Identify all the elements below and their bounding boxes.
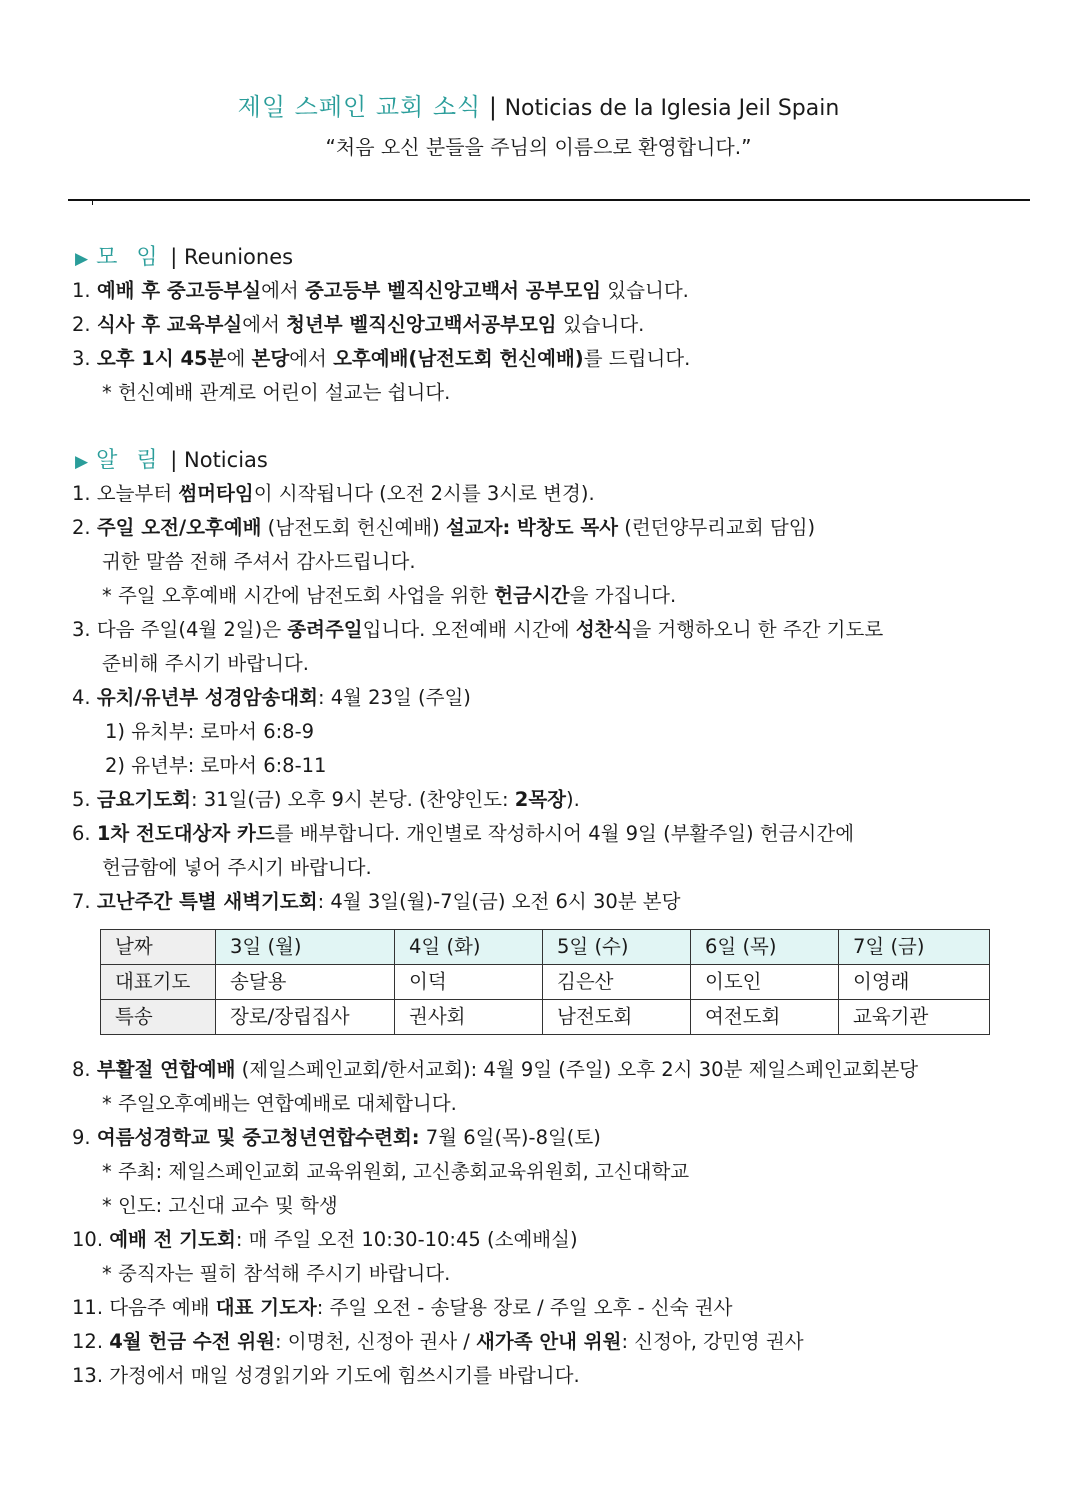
notice-text: 1. 오늘부터 (72, 482, 179, 505)
table-cell: 7일 (금) (839, 930, 990, 965)
notice-text: (런던양무리교회 담임) (618, 516, 816, 539)
notice-text: : 4월 23일 (주일) (317, 686, 471, 709)
notice-text: * 인도: 고신대 교수 및 학생 (102, 1194, 338, 1217)
dawn-prayer-schedule-table (100, 929, 990, 1035)
emphasized-text: 중고등부 벨직신앙고백서 공부모임 (304, 279, 602, 302)
notice-text: : 신정아, 강민영 권사 (621, 1330, 804, 1353)
notice-text: 입니다. 오전예배 시간에 (362, 618, 576, 641)
notice-text: 있습니다. (601, 279, 689, 302)
notice-text: 5. (72, 788, 97, 811)
header-divider (68, 199, 1030, 201)
notice-text: : 31일(금) 오후 9시 본당. (찬양인도: (191, 788, 515, 811)
notice-line (72, 1087, 1032, 1121)
notice-line (72, 1189, 1032, 1223)
emphasized-text: 종려주일 (287, 618, 363, 641)
table-cell: 송달용 (216, 965, 395, 1000)
notice-line (72, 1053, 1032, 1087)
notice-text: 2. (72, 313, 97, 336)
notice-text: * 주일오후예배는 연합예배로 대체합니다. (102, 1092, 457, 1115)
notice-text: 를 드립니다. (583, 347, 691, 370)
section-title-korean: 모 임 (96, 245, 164, 270)
notice-text: : 주일 오전 - 송달용 장로 / 주일 오후 - 신숙 권사 (316, 1296, 733, 1319)
notice-text: 이 시작됩니다 (오전 2시를 3시로 변경). (253, 482, 595, 505)
notice-line (72, 274, 1032, 308)
emphasized-text: 오후예배(남전도회 헌신예배) (333, 347, 584, 370)
notice-line (72, 308, 1032, 342)
notice-line (72, 715, 1032, 749)
notice-text: 7. (72, 890, 97, 913)
bulletin-title (0, 90, 1077, 126)
notice-text: 11. 다음주 예배 (72, 1296, 216, 1319)
table-row-label: 특송 (101, 1000, 216, 1035)
notice-line (72, 681, 1032, 715)
emphasized-text: 금요기도회 (96, 788, 191, 811)
noticias-list (72, 477, 1032, 919)
notice-text: : 4월 3일(월)-7일(금) 오전 6시 30분 본당 (317, 890, 681, 913)
emphasized-text: 2목장 (514, 788, 567, 811)
table-row (101, 965, 990, 1000)
emphasized-text: 주일 오전/오후예배 (96, 516, 262, 539)
notice-line (72, 545, 1032, 579)
title-korean: 제일 스페인 교회 소식 (237, 93, 482, 121)
notice-line (72, 783, 1032, 817)
notice-text: 12. (72, 1330, 110, 1353)
notice-line (72, 749, 1032, 783)
notice-text: (남전도회 헌신예배) (261, 516, 446, 539)
emphasized-text: 예배 전 기도회 (109, 1228, 236, 1251)
notice-line (72, 1257, 1032, 1291)
notice-line (72, 885, 1032, 919)
notice-text: 2. (72, 516, 97, 539)
notice-text: 준비해 주시기 바랍니다. (102, 652, 309, 675)
notice-line (72, 342, 1032, 376)
notice-line (72, 647, 1032, 681)
section-reuniones-heading (72, 240, 1032, 274)
emphasized-text: 청년부 벨직신앙고백서공부모임 (286, 313, 557, 336)
bulletin-content (72, 240, 1032, 1393)
table-cell: 이덕 (395, 965, 543, 1000)
table-row-label: 날짜 (101, 930, 216, 965)
emphasized-text: 새가족 안내 위원 (476, 1330, 622, 1353)
notice-text: 6. (72, 822, 97, 845)
bulletin-header (0, 90, 1077, 162)
notice-text: 13. 가정에서 매일 성경읽기와 기도에 힘쓰시기를 바랍니다. (72, 1364, 580, 1387)
table-cell: 장로/장립집사 (216, 1000, 395, 1035)
emphasized-text: 대표 기도자 (215, 1296, 317, 1319)
notice-text: 2) 유년부: 로마서 6:8-11 (105, 754, 327, 777)
emphasized-text: 4월 헌금 수전 위원 (109, 1330, 276, 1353)
notice-line (72, 477, 1032, 511)
notice-text: 을 거행하오니 한 주간 기도로 (632, 618, 884, 641)
table-cell: 이영래 (839, 965, 990, 1000)
notice-text: 9. (72, 1126, 97, 1149)
emphasized-text: 예배 후 중고등부실 (96, 279, 262, 302)
notice-line (72, 511, 1032, 545)
section-noticias-heading (72, 443, 1032, 477)
emphasized-text: 고난주간 특별 새벽기도회 (96, 890, 318, 913)
notice-text: : 매 주일 오전 10:30-10:45 (소예배실) (235, 1228, 578, 1251)
table-row (101, 1000, 990, 1035)
notice-text: 헌금함에 넣어 주시기 바랍니다. (102, 856, 372, 879)
notice-text: 7월 6일(목)-8일(토) (419, 1126, 601, 1149)
noticias-list-continued (72, 1053, 1032, 1393)
notice-line (72, 1223, 1032, 1257)
notice-text: * 헌신예배 관계로 어린이 설교는 쉽니다. (102, 381, 451, 404)
notice-text: 1. (72, 279, 97, 302)
notice-text: * 주최: 제일스페인교회 교육위원회, 고신총회교육위원회, 고신대학교 (102, 1160, 690, 1183)
notice-text: 에 (226, 347, 252, 370)
emphasized-text: 1차 전도대상자 카드 (96, 822, 275, 845)
notice-text: 에서 (261, 279, 305, 302)
notice-text: * 중직자는 필히 참석해 주시기 바랍니다. (102, 1262, 451, 1285)
table-row-label: 대표기도 (101, 965, 216, 1000)
section-title-korean: 알 림 (96, 448, 164, 473)
emphasized-text: 헌금시간 (494, 584, 570, 607)
notice-text: 8. (72, 1058, 97, 1081)
notice-text: ). (566, 788, 580, 811)
notice-text: 4. (72, 686, 97, 709)
emphasized-text: 본당 (251, 347, 290, 370)
notice-text: 있습니다. (556, 313, 645, 336)
table-cell: 3일 (월) (216, 930, 395, 965)
divider-tick (92, 199, 93, 205)
notice-text: 에서 (242, 313, 287, 336)
title-separator: | (481, 93, 505, 121)
section-title-spanish: | Reuniones (170, 245, 294, 269)
notice-line (72, 1291, 1032, 1325)
table-cell: 6일 (목) (691, 930, 839, 965)
table-cell: 교육기관 (839, 1000, 990, 1035)
notice-text: 10. (72, 1228, 110, 1251)
notice-line (72, 1359, 1032, 1393)
emphasized-text: 오후 1시 45분 (96, 347, 227, 370)
notice-line (72, 1121, 1032, 1155)
emphasized-text: 부활절 연합예배 (96, 1058, 236, 1081)
table-cell: 이도인 (691, 965, 839, 1000)
emphasized-text: 성찬식 (575, 618, 633, 641)
emphasized-text: 썸머타임 (178, 482, 254, 505)
notice-text: : 이명천, 신정아 권사 / (275, 1330, 477, 1353)
table-cell: 남전도회 (543, 1000, 691, 1035)
triangle-bullet-icon: ▶ (75, 452, 89, 472)
notice-line (72, 579, 1032, 613)
notice-text: 3. 다음 주일(4월 2일)은 (72, 618, 288, 641)
table-cell: 5일 (수) (543, 930, 691, 965)
notice-text: 1) 유치부: 로마서 6:8-9 (105, 720, 315, 743)
notice-text: 를 배부합니다. 개인별로 작성하시어 4월 9일 (부활주일) 헌금시간에 (274, 822, 855, 845)
notice-line (72, 817, 1032, 851)
table-cell: 김은산 (543, 965, 691, 1000)
triangle-bullet-icon: ▶ (75, 249, 89, 269)
table-cell: 권사회 (395, 1000, 543, 1035)
emphasized-text: 식사 후 교육부실 (96, 313, 243, 336)
table-cell: 여전도회 (691, 1000, 839, 1035)
welcome-subtitle: “처음 오신 분들을 주님의 이름으로 환영합니다.” (325, 135, 752, 159)
notice-line (72, 1325, 1032, 1359)
notice-text: * 주일 오후예배 시간에 남전도회 사업을 위한 (102, 584, 495, 607)
notice-text: 귀한 말씀 전해 주셔서 감사드립니다. (102, 550, 416, 573)
notice-line (72, 376, 1032, 410)
title-spanish: Noticias de la Iglesia Jeil Spain (504, 96, 840, 121)
reuniones-list (72, 274, 1032, 410)
notice-text: 에서 (289, 347, 334, 370)
notice-line (72, 851, 1032, 885)
emphasized-text: 설교자: 박창도 목사 (445, 516, 619, 539)
section-title-spanish: | Noticias (170, 448, 268, 472)
notice-text: (제일스페인교회/한서교회): 4월 9일 (주일) 오후 2시 30분 제일스페인교회본당 (235, 1058, 919, 1081)
notice-line (72, 1155, 1032, 1189)
notice-text: 을 가집니다. (569, 584, 677, 607)
table-cell: 4일 (화) (395, 930, 543, 965)
notice-text: 3. (72, 347, 97, 370)
emphasized-text: 여름성경학교 및 중고청년연합수련회: (96, 1126, 420, 1149)
table-header-row (101, 930, 990, 965)
emphasized-text: 유치/유년부 성경암송대회 (96, 686, 318, 709)
notice-line (72, 613, 1032, 647)
